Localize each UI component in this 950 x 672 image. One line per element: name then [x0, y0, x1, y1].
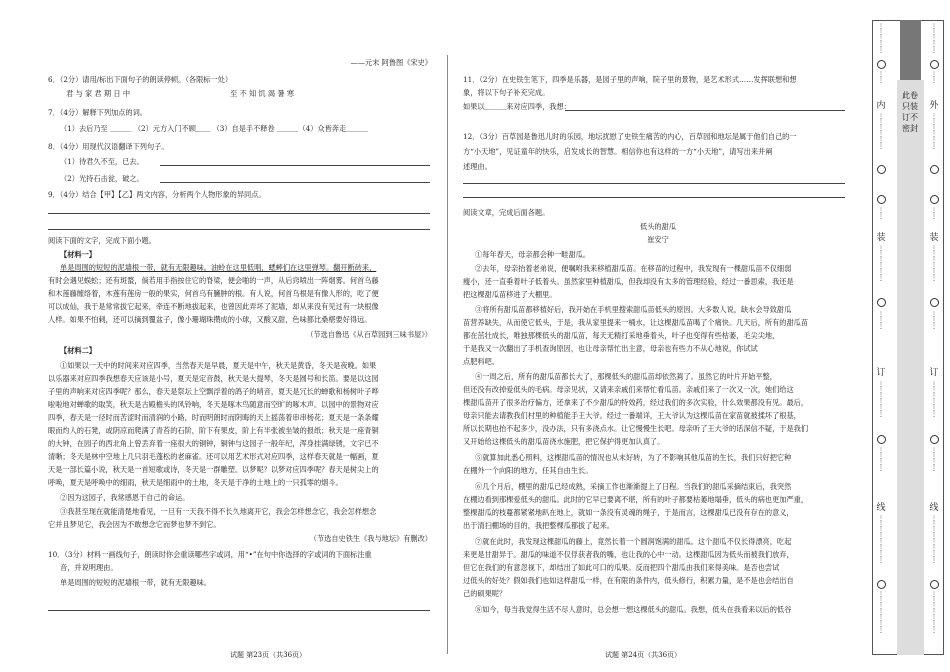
binding-hole [930, 435, 939, 444]
article-line: 在棚外一个向阳的地方，任其自由生长。 [463, 466, 593, 475]
material-1-line: 有时会遇见蜈蚣；还有斑蝥，倘若用手指按住它的脊梁，便会啪的一声，从后窍喷出一阵烟雾。何首乌藤 [48, 276, 379, 285]
article-line: 棵甜瓜苗开了很多治疗偏方，还拿来了不少甜瓜的特效药，经过我们的多次实验，什么效果都没有见。最后， [463, 398, 809, 407]
outer-label: 外 [929, 101, 939, 111]
material-2-source: （节选自史铁生《我与地坛》有删改） [309, 534, 432, 543]
answer-line [48, 610, 430, 611]
reading-intro: 阅读文章，完成后面各题。 [463, 208, 550, 217]
material-2-line: 子里的声响来对应四季呢？那么，春天是祭坛上空飘浮着的鸽子的哨音，夏天是冗长的蝉歌和杨树叶子哗 [48, 387, 379, 396]
article-line: 于是我又一次翻出了手机查询原因，也让母亲帮忙出主意，母亲也有些力不从心地说，你试试 [463, 344, 758, 353]
q8-sentence-1: （1）待君久不至，已去。 [60, 157, 144, 166]
article-line: 出于清扫棚场的目的，我把整棵瓜都拔了起来。 [463, 521, 614, 530]
binding-band-inner [897, 80, 924, 655]
answer-line [463, 183, 845, 184]
binding-hole [930, 165, 939, 174]
binding-hole [877, 298, 886, 307]
question-10: 10．（3分）材料一画线句子，朗读时你会重读哪些字或词，用“•”在句中你选择的字或词的下面标注重 [48, 550, 372, 559]
article-line: ①每年春天，母亲都会种一畦甜瓜。 [475, 250, 591, 259]
dotted-line: ⋮ ⋮ ⋮ ⋮ ⋮ ⋮ ⋮ [931, 591, 937, 634]
binding-hole [930, 195, 939, 204]
material-1-line: 人样。如果不怕刺，还可以摘到覆盆子，像小珊瑚珠攒成的小球，又酸又甜，色味都比桑椹要好得远。 [48, 315, 372, 324]
binding-char: 线 [876, 503, 886, 513]
dotted-line: ⋮ ⋮ [878, 71, 884, 84]
dotted-line: ⋮ ⋮ ⋮ ⋮ ⋮ ⋮ [878, 113, 884, 150]
question-12-cont2: 述理由。 [463, 162, 492, 171]
answer-line [565, 110, 845, 111]
material-1-source: （节选自鲁迅《从百草园到三味书屋》） [306, 330, 432, 339]
dotted-line: ⋮ ⋮ ⋮ ⋮ ⋮ ⋮ [878, 381, 884, 418]
dotted-line: ⋮ ⋮ ⋮ ⋮ ⋮ [931, 23, 937, 54]
answer-line [48, 229, 430, 230]
question-10-cont: 音，并说明理由。 [60, 563, 118, 572]
dotted-line: ⋮ ⋮ [878, 207, 884, 220]
article-line: 整棵甜瓜的枝蔓都紧紧地趴在地上，就如一条没有灵魂的绳子，于是而言，这棵甜瓜已没有存在的意义， [463, 508, 794, 517]
question-6: 6．（2分）请用/标出下面句子的朗读停顿。（各限标一处） [48, 75, 233, 84]
binding-char: 装 [929, 233, 939, 243]
article-line: 苗营养缺失，从而使它低头，于是，我从家里提来一桶水，让这棵甜瓜苗喝了个痛快。几天后，所有的甜瓜苗 [463, 318, 809, 327]
binding-notice: 此卷只装订不密封 [902, 91, 918, 133]
dotted-line: ⋮ ⋮ ⋮ ⋮ [931, 447, 937, 472]
article-line: 在棚边看到那棵爱低头的甜瓜。此时的它早已要离不堪，所有的叶子都要枯萎地塌垂，低头的病也更加严重， [463, 495, 809, 504]
dotted-line: ⋮ ⋮ [931, 71, 937, 84]
dotted-line: ⋮ ⋮ ⋮ ⋮ ⋮ ⋮ [878, 245, 884, 282]
material-1-title: 【材料一】 [60, 250, 96, 259]
article-line: 所以长期也抬不起多少，没办法，只有多浇点水。让它慢慢生长吧。母亲听了王大爷的话深信不疑，于是我们 [463, 424, 809, 433]
question-11: 11．（2分）在史铁生笔下，四季是乐器，是园子里的声响，院子里的景物，是艺术形式……发挥联想和想 [463, 75, 797, 84]
dotted-line: ⋮ ⋮ ⋮ ⋮ ⋮ ⋮ ⋮ [878, 591, 884, 634]
material-2-line: 的大钟，在园子的西北角上曾丢弃着一座很大的铜钟，铜钟与这园子一般年纪，浑身挂满绿锈，文字已不 [48, 439, 379, 448]
binding-char: 订 [929, 368, 939, 378]
material-2-line: 呼唤，夏天是呼唤中的细雨，秋天是细雨中的土地，冬天是干净的土地上的一只孤零的烟斗。 [48, 478, 343, 487]
article-line: 但还没有改掉爱低头的毛病。母亲见状，又请来亲戚们来帮忙看瓜苗。亲戚们来了一次又一次，她们给这 [463, 385, 794, 394]
article-line: 己的硕果呢？ [463, 589, 507, 598]
binding-char: 线 [929, 503, 939, 513]
question-10-sentence: 单是周围的短短的泥墙根一带，就有无限趣味。 [60, 578, 211, 587]
dotted-line: ⋮ ⋮ ⋮ ⋮ [878, 447, 884, 472]
answer-line [463, 197, 845, 198]
article-line: ⑦就在此时，我发现这棵甜瓜的藤上，竟然长着一个圆润饱满的甜瓜。这个甜瓜不仅长得漂亮，吃起 [475, 537, 792, 546]
article-line: ⑧如今，每当我觉得生活不尽人意时，总会想一想这棵低头的甜瓜。我想，低头在我看来以后的低谷 [475, 605, 792, 614]
binding-hole [877, 195, 886, 204]
material-2-line: 以乐器来对应四季我想春天应该是小号，夏天是定音鼓，秋天是大提琴，冬天是圆号和长笛。要是以这园 [48, 374, 379, 383]
binding-hole [877, 435, 886, 444]
answer-line [48, 213, 430, 214]
material-2-line: 四季，春天是一径时而苦涩时而清润的小路，时而明朗时而阴晦的天上摇荡着串串杨花；夏天是一条条耀 [48, 413, 379, 422]
dotted-line: ⋮ ⋮ ⋮ ⋮ ⋮ ⋮ ⋮ ⋮ [878, 515, 884, 564]
article-line: ④一周之后，所有的甜瓜苗都长大了，那棵低头的甜瓜苗却依然蔫了。虽然它的叶片开始平整， [475, 372, 777, 381]
inner-label: 内 [876, 101, 886, 111]
article-line: ③将所有甜瓜苗都移植好后，我开始在手机里搜索甜瓜苗低头的原因。大多数人说，缺水会导致甜瓜 [475, 305, 792, 314]
dotted-line: ⋮ ⋮ ⋮ ⋮ ⋮ ⋮ [931, 245, 937, 282]
binding-hole [930, 60, 939, 69]
binding-hole [930, 580, 939, 589]
question-8: 8．（4分）用现代汉语翻译下列句子。 [48, 142, 169, 151]
material-1-line: 和木莲藤缠络着，木莲有莲房一般的果实，何首乌有臃肿的根。有人说，何首乌根是有像人形的，吃了便 [48, 289, 379, 298]
dotted-line: ⋮ ⋮ [931, 207, 937, 220]
article-line: 把这棵甜瓜苗移进了大棚里。 [463, 290, 557, 299]
material-2-line: ①如果以一天中的时间来对应四季，当然春天是早晨，夏天是中午，秋天是黄昏，冬天是夜晚。如果 [60, 361, 377, 370]
dotted-line: ⋮ ⋮ ⋮ [931, 311, 937, 330]
answer-line [160, 165, 430, 166]
dotted-line: ⋮ ⋮ ⋮ ⋮ ⋮ [878, 23, 884, 54]
article-line: ⑤就算加此悉心照料，这棵甜瓜苗的情况也从未好转，为了不影响其他瓜苗的生长，我们只好把它种 [475, 453, 792, 462]
material-2-line: ③我甚至现在就能清楚地看见，一旦有一天我不得不长久地离开它，我会怎样想念它，我会怎样想念 [60, 507, 377, 516]
question-11-cont: 象，将以下句子补充完成。 [463, 88, 550, 97]
article-line: 瘦小，还一直垂着叶子低着头。虽然家里种植甜瓜，但我却没有太多的管理经验，经过一番思索，我还是 [463, 277, 794, 286]
right-page [455, 0, 853, 672]
left-page [40, 0, 438, 672]
article-line: 过低头的好处？假如我们也如这样甜瓜一样，在有限的条件内，低头修行，积累力量，是不是也会结出自 [463, 576, 794, 585]
article-author: 崔安宁 [647, 235, 669, 244]
material-2-line: 天是一部长篇小说，秋天是一首短歌或诗，冬天是一群雕塑。以梦呢？以梦对应四季呢？春天是树尖上的 [48, 465, 379, 474]
binding-char: 订 [876, 368, 886, 378]
dotted-line: ⋮ ⋮ ⋮ ⋮ ⋮ ⋮ [931, 113, 937, 150]
binding-hole [877, 580, 886, 589]
question-12: 12．（3分）百草园是鲁迅儿时的乐园，地坛扰慰了史铁生痛苦的内心，百草园和地坛是属于他们自己的一 [463, 132, 797, 141]
dotted-line: ⋮ ⋮ ⋮ ⋮ ⋮ ⋮ [931, 381, 937, 418]
dotted-line: ⋮ ⋮ ⋮ ⋮ ⋮ ⋮ ⋮ ⋮ [931, 515, 937, 564]
question-9: 9．（4分）结合【甲】【乙】两文内容，分析两个人物形象的异同点。 [48, 190, 266, 199]
article-title: 低头的甜瓜 [640, 222, 676, 231]
material-2-line: ②因为这园子，我常感恩于自己的命运。 [60, 493, 190, 502]
answer-line [160, 182, 430, 183]
material-2-line: 啦啦地对蝉歌的取笑，秋天是古殿檐头的风铃响，冬天是啄木鸟随意而空旷的啄木声。以园中的景物对应 [48, 400, 379, 409]
article-line: 都在茁壮成长，唯独那棵低头的甜瓜苗，每天无精打采地垂着头，叶子也变得有些枯萎，毛尖尖地， [463, 331, 780, 340]
material-2-line: 清晰；冬天是林中空地上几只羽毛蓬松的老麻雀。还可以用艺术形式对应四季，这样春天就是一幅画，夏 [48, 452, 379, 461]
page-footer: 试题 第24页（共36页） [605, 651, 682, 659]
page-footer: 试题 第23页（共36页） [230, 651, 307, 659]
binding-char: 装 [876, 233, 886, 243]
binding-strip [872, 20, 944, 655]
article-line: 母亲只能去请教我们村里的种植能手王大爷。经过一番端详，王大爷认为这棵瓜苗在家苗就被揉坏了根基， [463, 411, 801, 420]
material-1-line: 可以成仙，我于是常常拔它起来，牵连不断地拔起来，也曾因此弄坏了泥墙，却从来没有见过有一块根像 [48, 302, 379, 311]
article-line: 来更是甘甜异于。甜瓜的味道不仅俘获者我的嘴，也让我的心中一动。这棵甜瓜因为低头而被我们放弃， [463, 550, 794, 559]
binding-hole [877, 165, 886, 174]
source-attribution: ——元末 阿鲁图《宋史》 [350, 58, 432, 67]
article-line: 点肥料吧。 [463, 357, 499, 366]
page-divider [447, 55, 448, 654]
article-line: ⑥几个月后，棚里的甜瓜已经成熟，采摘工作也渐渐提上了日程。当我们的甜瓜采摘结束后，我突然 [475, 482, 792, 491]
reading-intro: 阅读下面的文字，完成下面小题。 [48, 236, 156, 245]
material-1-line: 单是周围的短短的泥墙根一带，就有无限趣味。油蛉在这里低唱，蟋蟀们在这里弹琴。翻开断砖来， [60, 263, 377, 272]
q6-sentence-b: 至 不 知 饥 渴 暑 寒 [230, 89, 295, 98]
binding-hole [930, 298, 939, 307]
material-2-line: 它并且梦见它，我会因为不敢想念它而梦也梦不到它。 [48, 520, 221, 529]
article-line: ②去年，母亲抬着老弟说，便嘱咐我来移植甜瓜苗。在移苗的过程中，我发现有一棵甜瓜苗不仅细弱 [475, 264, 792, 273]
article-line: 但它在我们的有意忽视下，却结出了如此可口的瓜果。反而把四个甜瓜由我们来得美味。是否也尝试 [463, 563, 780, 572]
dotted-line: ⋮ ⋮ ⋮ [878, 311, 884, 330]
q7-items: （1）去后乃至 ＿＿＿ （2）元方入门不顾＿＿ （3）自是手不释卷 ＿＿＿（4）众皆奔走＿＿＿ [60, 124, 368, 133]
material-2-line: 眼而灼人的石凳，或阴凉而爬满了青苔的石阶，阶下有果皮，阶上有半张被坐皱的报纸；秋天是一座青铜 [48, 426, 379, 435]
q6-sentence-a: 君 与 家 君 期 日 中 [66, 89, 131, 98]
q8-sentence-2: （2）光持石击瓮，破之。 [60, 174, 144, 183]
question-11-prompt: 如果以＿＿＿来对应四季，我想： [463, 102, 571, 111]
question-12-cont: 方“小天地”，见证童年的快乐，启发成长的智慧。相信你也有这样的一方“小天地”，请写出来并阐 [463, 147, 773, 156]
article-line: 又开始给这棵低头的甜瓜苗浇水施肥，把它保护得更加认真了。 [463, 437, 665, 446]
material-2-title: 【材料二】 [60, 346, 96, 355]
question-7: 7．（4分）解释下列加点的词。 [48, 108, 147, 117]
binding-hole [877, 60, 886, 69]
